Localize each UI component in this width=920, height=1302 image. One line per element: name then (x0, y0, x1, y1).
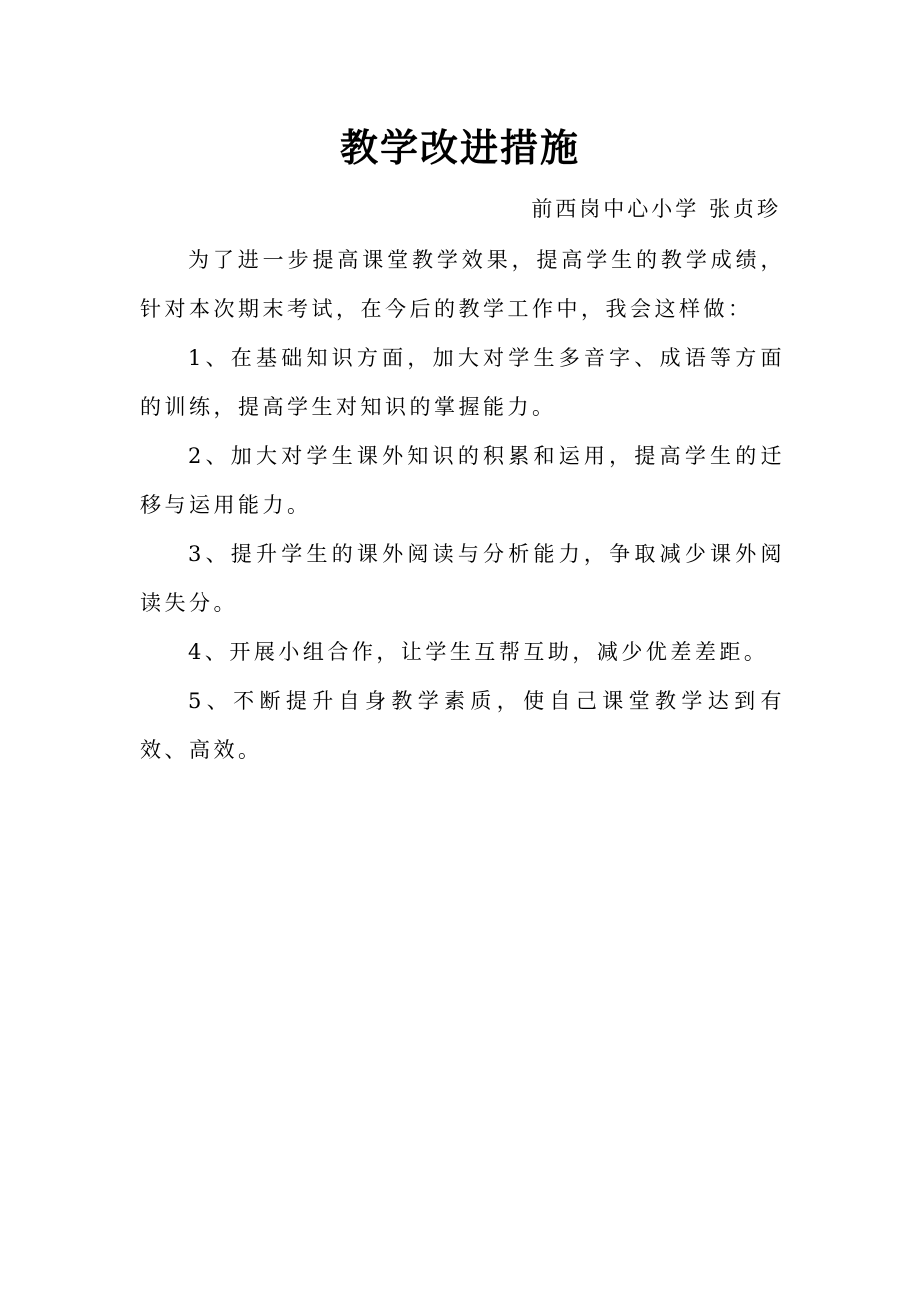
measure-item-5: 5、不断提升自身教学素质，使自己课堂教学达到有效、高效。 (140, 689, 785, 762)
document-title: 教学改进措施 (339, 125, 580, 170)
author-byline: 前西岗中心小学 张贞珍 (531, 197, 781, 221)
measure-item-3: 3、提升学生的课外阅读与分析能力，争取减少课外阅读失分。 (140, 542, 785, 615)
document-body (140, 236, 785, 775)
intro-paragraph: 为了进一步提高课堂教学效果，提高学生的教学成绩，针对本次期末考试，在今后的教学工作中，我会这样做： (140, 248, 785, 321)
measure-item-4: 4、开展小组合作，让学生互帮互助，减少优差差距。 (188, 640, 769, 664)
measure-item-1: 1、在基础知识方面，加大对学生多音字、成语等方面的训练，提高学生对知识的掌握能力。 (140, 346, 785, 419)
measure-item-2: 2、加大对学生课外知识的积累和运用，提高学生的迁移与运用能力。 (140, 444, 785, 517)
